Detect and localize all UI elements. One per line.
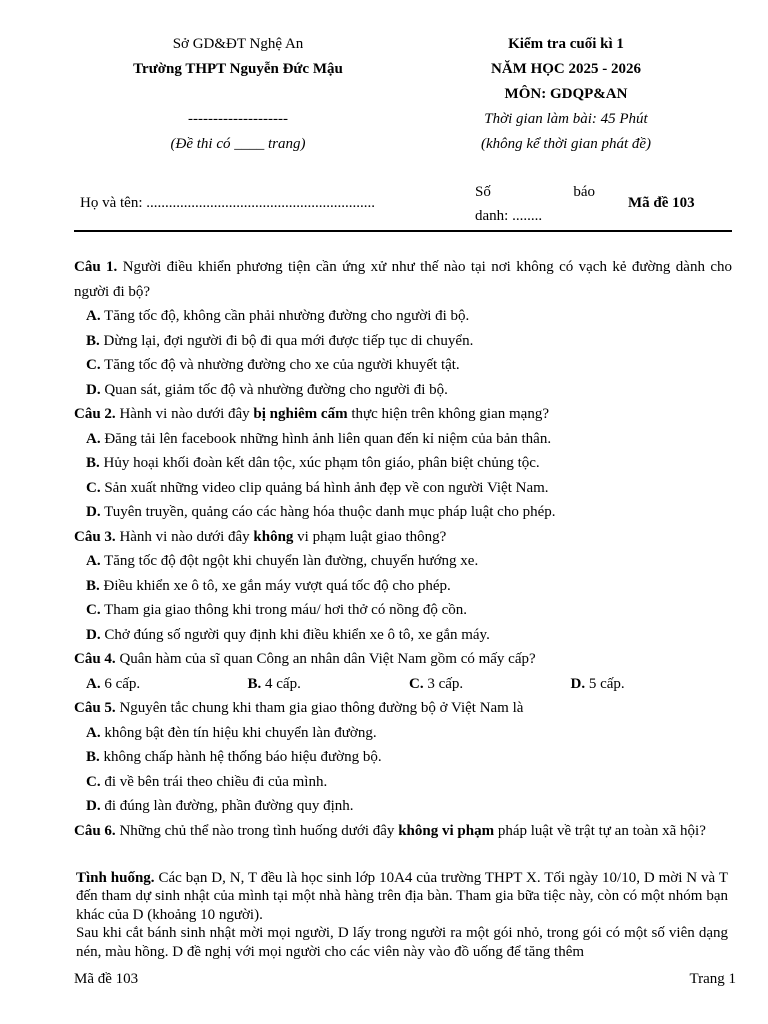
scenario-paragraph-2: Sau khi cắt bánh sinh nhật mời mọi người, D lấy trong người ra một gói nhỏ, trong gói có một số viên dạng nén, màu hồng. D đề nghị với mọi người cho các viên này vào đồ uống để tăng thêm [76,925,728,960]
question-label: Câu 1. [74,259,118,275]
option-letter: C. [409,675,424,692]
candidate-number-line: danh: ........ [475,208,543,224]
option-text: 3 cấp. [427,675,464,692]
footer-exam-code: Mã đề 103 [74,971,139,987]
option-text: Tuyên truyền, quảng cáo các hàng hóa thuộc danh mục pháp luật cho phép. [104,504,556,520]
option-letter: D. [86,381,101,398]
question-text-end: vi phạm luật giao thông? [297,528,447,545]
option-text: Tăng tốc độ và nhường đường cho xe của người khuyết tật. [104,357,460,373]
option-letter: D. [86,626,101,643]
option-letter: B. [86,577,100,594]
question-emphasis: không vi phạm [398,822,495,839]
school-name: Trường THPT Nguyễn Đức Mậu [133,61,343,77]
question-5 [74,696,732,721]
option-text: không bật đèn tín hiệu khi chuyển làn đường. [104,724,377,741]
option-text: Tăng tốc độ đột ngột khi chuyển làn đường, chuyển hướng xe. [104,553,479,569]
question-text: Nguyên tắc chung khi tham gia giao thông đường bộ ở Việt Nam là [119,700,524,716]
options-row [74,672,732,697]
option-text: Sản xuất những video clip quảng bá hình ảnh đẹp về con người Việt Nam. [104,479,549,496]
option-letter: A. [86,430,101,447]
question-label: Câu 4. [74,651,116,667]
question-label: Câu 3. [74,528,116,545]
option-text: đi đúng làn đường, phần đường quy định. [104,798,354,814]
question-text: Những chủ thể nào trong tình huống dưới đây [119,822,395,839]
question-3 [74,525,732,550]
header-divider [74,230,732,232]
option-text: không chấp hành hệ thống báo hiệu đường bộ. [103,749,382,765]
school-year: NĂM HỌC 2025 - 2026 [491,61,641,77]
question-text: Hành vi nào dưới đây [119,406,250,422]
question-label: Câu 6. [74,822,116,839]
exam-title: Kiểm tra cuối kì 1 [508,36,624,52]
subject: MÔN: GDQP&AN [504,86,628,102]
option-letter: B. [247,675,262,692]
scenario [76,869,728,961]
option-d[interactable] [74,500,732,525]
option-b[interactable] [248,672,410,697]
question-2 [74,402,732,427]
option-c[interactable] [74,476,732,501]
question-text: Hành vi nào dưới đây [119,528,250,545]
scenario-label: Tình huống. [76,870,155,886]
option-letter: B. [86,455,100,471]
candidate-number-field[interactable] [475,180,595,228]
duration-note: (không kể thời gian phát đề) [480,136,652,152]
footer-page-number: Trang 1 [689,971,736,987]
option-letter: C. [86,357,101,373]
option-text: Hủy hoại khối đoàn kết dân tộc, xúc phạm tôn giáo, phân biệt chủng tộc. [103,455,540,471]
option-text: Chở đúng số người quy định khi điều khiển xe ô tô, xe gắn máy. [104,626,490,643]
option-d[interactable] [74,794,732,819]
candidate-number-word-2: báo [573,184,595,200]
option-d[interactable] [74,378,732,403]
option-d[interactable] [74,623,732,648]
student-info [80,180,732,228]
option-text: Đăng tải lên facebook những hình ảnh liên quan đến kỉ niệm của bản thân. [104,430,552,447]
pages-note: (Đề thi có ____ trang) [170,136,306,152]
candidate-number-label [475,180,595,204]
exam-code: Mã đề 103 [628,195,695,211]
question-label: Câu 2. [74,406,116,422]
option-letter: A. [86,675,101,692]
question-text-end: pháp luật về trật tự an toàn xã hội? [497,822,706,839]
option-text: Dừng lại, đợi người đi bộ đi qua mới được tiếp tục di chuyển. [103,332,474,349]
option-text: đi về bên trái theo chiều đi của mình. [104,773,328,790]
option-letter: A. [86,553,101,569]
option-letter: B. [86,332,100,349]
question-emphasis: bị nghiêm cấm [253,406,348,422]
option-text: Điều khiển xe ô tô, xe gắn máy vượt quá tốc độ cho phép. [103,577,451,594]
option-b[interactable] [74,745,732,770]
option-c[interactable] [74,598,732,623]
question-text: Quân hàm của sĩ quan Công an nhân dân Việt Nam gồm có mấy cấp? [119,651,536,667]
scenario-text-1: Các bạn D, N, T đều là học sinh lớp 10A4 của trường THPT X. Tối ngày 10/10, D mời N và T đến tham dự sinh nhật của mình tại một nhà hàng trên địa bàn. Tham gia bữa tiệc này, còn có một nhóm bạn khác của D (khoảng 10 người). [76,870,729,923]
option-c[interactable] [74,353,732,378]
option-a[interactable] [74,721,732,746]
option-letter: D. [86,798,101,814]
duration: Thời gian làm bài: 45 Phút [484,111,648,127]
option-text: 6 cấp. [104,675,141,692]
option-c[interactable] [74,770,732,795]
header-right [420,32,712,157]
option-letter: D. [86,504,101,520]
candidate-number-word-1: Số [475,184,491,200]
question-4 [74,647,732,672]
option-letter: D. [570,675,586,692]
option-text: 4 cấp. [265,675,301,692]
question-1 [74,255,732,304]
option-letter: C. [86,479,101,496]
separator-dashes: -------------------- [188,111,288,127]
option-b[interactable] [74,451,732,476]
department-name: Sở GD&ĐT Nghệ An [172,36,304,52]
option-a[interactable] [74,549,732,574]
option-text: Quan sát, giảm tốc độ và nhường đường cho người đi bộ. [104,381,448,398]
option-letter: A. [86,724,101,741]
option-b[interactable] [74,329,732,354]
option-letter: B. [86,749,100,765]
question-text: Người điều khiển phương tiện cần ứng xử như thế nào tại nơi không có vạch kẻ đường dành cho người đi bộ? [74,259,732,300]
option-letter: C. [86,602,101,618]
option-text: Tăng tốc độ, không cần phải nhường đường cho người đi bộ. [104,308,470,324]
question-label: Câu 5. [74,700,116,716]
option-text: 5 cấp. [588,675,625,692]
option-c[interactable] [409,672,571,697]
question-emphasis: không [253,528,294,545]
option-text: Tham gia giao thông khi trong máu/ hơi thở có nồng độ cồn. [104,602,467,618]
questions [74,255,732,843]
option-letter: C. [86,773,101,790]
student-name-field[interactable]: Họ và tên: ............................................................. [80,195,375,211]
question-text-end: thực hiện trên không gian mạng? [351,406,549,422]
scenario-paragraph-1 [76,869,728,924]
header-left [80,32,396,157]
question-6 [74,819,732,844]
option-a[interactable] [74,304,732,329]
option-a[interactable] [86,672,248,697]
option-d[interactable] [571,672,733,697]
option-a[interactable] [74,427,732,452]
option-letter: A. [86,308,101,324]
header-spacer [80,82,396,107]
option-b[interactable] [74,574,732,599]
